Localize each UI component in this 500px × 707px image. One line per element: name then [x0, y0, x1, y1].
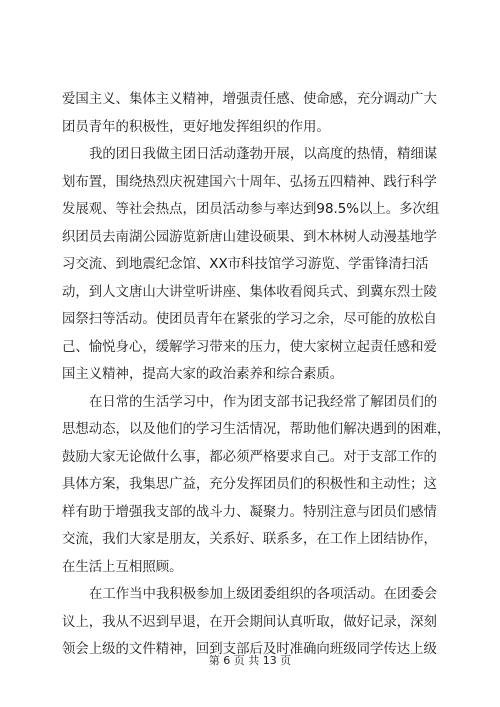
text-line: 我的团日我做主团日活动蓬勃开展，以高度的热情，精细谋: [89, 147, 438, 162]
text-line: 领会上级的文件精神，回到支部后及时准确向班级同学传达上级: [62, 642, 437, 657]
text-line: 团员青年的积极性，更好地发挥组织的作用。: [62, 119, 330, 135]
text-line: 习交流、到地震纪念馆、XX市科技馆学习游览、学雷锋清扫活: [62, 257, 429, 272]
page-footer: 第 6 页 共 13 页: [208, 654, 292, 667]
text-line: 己、愉悦身心，缓解学习带来的压力，使大家树立起责任感和爱: [62, 339, 437, 355]
text-line: 织团员去南湖公园游览新唐山建设硕果、到木林树人动漫基地学: [62, 229, 437, 245]
text-line: 议上，我从不迟到早退，在开会期间认真听取，做好记录，深刻: [62, 614, 437, 630]
text-line: 国主义精神，提高大家的政治素养和综合素质。: [62, 367, 344, 382]
text-line: 样有助于增强我支部的战斗力、凝聚力。特别注意与团员们感情: [62, 504, 437, 520]
text-line: 在日常的生活学习中，作为团支部书记我经常了解团员们的: [89, 394, 438, 410]
text-line: 在生活上互相照顾。: [62, 559, 183, 575]
text-line: 具体方案，我集思广益，充分发挥团员们的积极性和主动性；这: [62, 477, 437, 492]
text-line: 爱国主义、集体主义精神，增强责任感、使命感，充分调动广大: [62, 92, 437, 107]
text-line: 发展观、等社会热点，团员活动参与率达到98.5%以上。多次组: [62, 202, 440, 217]
text-line: 思想动态，以及他们的学习生活情况，帮助他们解决遇到的困难，: [62, 422, 451, 437]
text-line: 园祭扫等活动。使团员青年在紧张的学习之余，尽可能的放松自: [62, 312, 437, 327]
text-line: 鼓励大家无论做什么事，都必须严格要求自己。对于支部工作的: [62, 449, 437, 465]
text-line: 交流，我们大家是朋友，关系好、联系多，在工作上团结协作，: [62, 532, 437, 547]
text-line: 在工作当中我积极参加上级团委组织的各项活动。在团委会: [89, 587, 438, 602]
body-text: [62, 86, 451, 664]
text-line: 动，到人文唐山大讲堂听讲座、集体收看阅兵式、到冀东烈士陵: [62, 284, 437, 300]
text-line: 划布置，围绕热烈庆祝建国六十周年、弘扬五四精神、践行科学: [62, 174, 437, 190]
